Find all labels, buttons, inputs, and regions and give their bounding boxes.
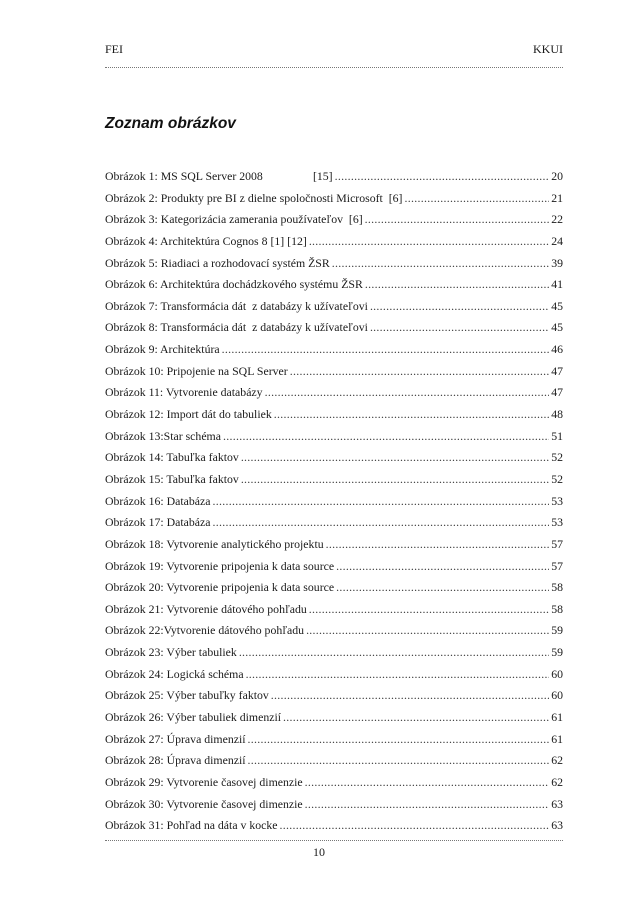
- list-item[interactable]: [105, 277, 563, 299]
- figure-caption: Obrázok 15: Tabuľka faktov: [105, 471, 239, 486]
- figure-caption: Obrázok 30: Vytvorenie časovej dimenzie: [105, 796, 303, 811]
- figure-page-number: 53: [551, 493, 563, 508]
- dot-leader: [271, 688, 549, 702]
- figure-caption: Obrázok 2: Produkty pre BI z dielne spoločnosti Microsoft [6]: [105, 190, 403, 205]
- figure-page-number: 53: [551, 515, 563, 530]
- figure-page-number: 51: [551, 428, 563, 443]
- dot-leader: [280, 818, 550, 832]
- list-item[interactable]: [105, 645, 563, 667]
- dot-leader: [290, 364, 550, 378]
- dot-leader: [335, 169, 550, 183]
- list-item[interactable]: [105, 299, 563, 321]
- dot-leader: [365, 212, 550, 226]
- figure-caption: Obrázok 18: Vytvorenie analytického projektu: [105, 536, 324, 551]
- figure-caption: Obrázok 17: Databáza: [105, 515, 211, 530]
- figure-page-number: 59: [551, 623, 563, 638]
- figure-caption: Obrázok 8: Transformácia dát z databázy k užívateľovi: [105, 320, 368, 335]
- figure-caption: Obrázok 29: Vytvorenie časovej dimenzie: [105, 774, 303, 789]
- figure-caption: Obrázok 27: Úprava dimenzií: [105, 731, 246, 746]
- figure-caption: Obrázok 21: Vytvorenie dátového pohľadu: [105, 601, 307, 616]
- figure-page-number: 61: [551, 710, 563, 725]
- figure-page-number: 39: [551, 255, 563, 270]
- dot-leader: [212, 515, 549, 529]
- list-item[interactable]: [105, 667, 563, 689]
- list-item[interactable]: [105, 797, 563, 819]
- dot-leader: [309, 234, 549, 248]
- figure-caption: Obrázok 25: Výber tabuľky faktov: [105, 688, 269, 703]
- figure-caption: Obrázok 9: Architektúra: [105, 342, 220, 357]
- list-item[interactable]: [105, 407, 563, 429]
- footer-divider: [105, 840, 563, 841]
- figure-caption: Obrázok 12: Import dát do tabuliek: [105, 407, 272, 422]
- list-item[interactable]: [105, 234, 563, 256]
- figure-caption: Obrázok 6: Architektúra dochádzkového systému ŽSR: [105, 277, 363, 292]
- list-item[interactable]: [105, 818, 563, 840]
- figure-caption: Obrázok 28: Úprava dimenzií: [105, 753, 246, 768]
- list-item[interactable]: [105, 494, 563, 516]
- dot-leader: [239, 645, 549, 659]
- figure-page-number: 45: [551, 320, 563, 335]
- figure-page-number: 63: [551, 818, 563, 833]
- page-title: Zoznam obrázkov: [105, 115, 236, 132]
- list-item[interactable]: [105, 169, 563, 191]
- figure-page-number: 52: [551, 471, 563, 486]
- list-item[interactable]: [105, 450, 563, 472]
- figure-page-number: 60: [551, 666, 563, 681]
- figure-page-number: 62: [551, 753, 563, 768]
- figure-page-number: 63: [551, 796, 563, 811]
- dot-leader: [405, 191, 550, 205]
- figure-list: [105, 169, 563, 840]
- figure-caption: Obrázok 7: Transformácia dát z databázy k užívateľovi: [105, 298, 368, 313]
- dot-leader: [326, 537, 550, 551]
- list-item[interactable]: [105, 537, 563, 559]
- list-item[interactable]: [105, 364, 563, 386]
- dot-leader: [309, 602, 549, 616]
- list-item[interactable]: [105, 623, 563, 645]
- figure-page-number: 47: [551, 385, 563, 400]
- figure-caption: Obrázok 16: Databáza: [105, 493, 211, 508]
- figure-page-number: 62: [551, 774, 563, 789]
- list-item[interactable]: [105, 688, 563, 710]
- list-item[interactable]: [105, 559, 563, 581]
- figure-caption: Obrázok 4: Architektúra Cognos 8 [1] [12]: [105, 233, 307, 248]
- list-item[interactable]: [105, 580, 563, 602]
- dot-leader: [306, 623, 549, 637]
- figure-caption: Obrázok 1: MS SQL Server 2008 [15]: [105, 169, 333, 183]
- figure-caption: Obrázok 20: Vytvorenie pripojenia k data source: [105, 580, 335, 595]
- figure-caption: Obrázok 23: Výber tabuliek: [105, 645, 237, 660]
- figure-page-number: 24: [551, 233, 563, 248]
- figure-page-number: 61: [551, 731, 563, 746]
- dot-leader: [336, 580, 549, 594]
- figure-page-number: 46: [551, 342, 563, 357]
- figure-page-number: 58: [551, 601, 563, 616]
- list-item[interactable]: [105, 472, 563, 494]
- dot-leader: [246, 667, 550, 681]
- list-item[interactable]: [105, 256, 563, 278]
- dot-leader: [332, 256, 549, 270]
- figure-caption: Obrázok 26: Výber tabuliek dimenzií: [105, 710, 282, 725]
- page-header: [105, 42, 563, 57]
- figure-page-number: 60: [551, 688, 563, 703]
- dot-leader: [241, 450, 549, 464]
- list-item[interactable]: [105, 515, 563, 537]
- dot-leader: [212, 494, 549, 508]
- figure-page-number: 47: [551, 363, 563, 378]
- header-faculty: FEI: [105, 42, 123, 56]
- list-item[interactable]: [105, 212, 563, 234]
- dot-leader: [305, 775, 550, 789]
- figure-page-number: 52: [551, 450, 563, 465]
- dot-leader: [248, 732, 550, 746]
- figure-page-number: 57: [551, 536, 563, 551]
- dot-leader: [365, 277, 549, 291]
- figure-caption: Obrázok 11: Vytvorenie databázy: [105, 385, 263, 400]
- dot-leader: [283, 710, 549, 724]
- figure-caption: Obrázok 31: Pohľad na dáta v kocke: [105, 818, 278, 833]
- list-item[interactable]: [105, 429, 563, 451]
- figure-page-number: 58: [551, 580, 563, 595]
- figure-page-number: 20: [551, 169, 563, 183]
- list-item[interactable]: [105, 191, 563, 213]
- list-item[interactable]: [105, 732, 563, 754]
- figure-caption: Obrázok 14: Tabuľka faktov: [105, 450, 239, 465]
- dot-leader: [370, 299, 549, 313]
- figure-page-number: 21: [551, 190, 563, 205]
- figure-page-number: 41: [551, 277, 563, 292]
- list-item[interactable]: [105, 320, 563, 342]
- figure-page-number: 22: [551, 212, 563, 227]
- figure-caption: Obrázok 10: Pripojenie na SQL Server: [105, 363, 288, 378]
- dot-leader: [222, 342, 550, 356]
- header-divider: [105, 67, 563, 68]
- figure-caption: Obrázok 19: Vytvorenie pripojenia k data source: [105, 558, 335, 573]
- dot-leader: [274, 407, 549, 421]
- dot-leader: [241, 472, 549, 486]
- figure-caption: Obrázok 3: Kategorizácia zamerania používateľov [6]: [105, 212, 363, 227]
- page-number: 10: [313, 845, 325, 859]
- figure-caption: Obrázok 22:Vytvorenie dátového pohľadu: [105, 623, 305, 638]
- figure-caption: Obrázok 13:Star schéma: [105, 428, 221, 443]
- figure-page-number: 59: [551, 645, 563, 660]
- dot-leader: [265, 385, 550, 399]
- list-item[interactable]: [105, 753, 563, 775]
- figure-caption: Obrázok 5: Riadiaci a rozhodovací systém ŽSR: [105, 255, 330, 270]
- figure-page-number: 57: [551, 558, 563, 573]
- dot-leader: [370, 320, 549, 334]
- dot-leader: [248, 753, 550, 767]
- figure-page-number: 45: [551, 298, 563, 313]
- list-item[interactable]: [105, 775, 563, 797]
- header-department: KKUI: [533, 42, 563, 56]
- figure-caption: Obrázok 24: Logická schéma: [105, 666, 244, 681]
- list-item[interactable]: [105, 710, 563, 732]
- dot-leader: [336, 559, 549, 573]
- figure-page-number: 48: [551, 407, 563, 422]
- dot-leader: [305, 797, 550, 811]
- dot-leader: [223, 429, 549, 443]
- list-item[interactable]: [105, 342, 563, 364]
- list-item[interactable]: [105, 385, 563, 407]
- list-item[interactable]: [105, 602, 563, 624]
